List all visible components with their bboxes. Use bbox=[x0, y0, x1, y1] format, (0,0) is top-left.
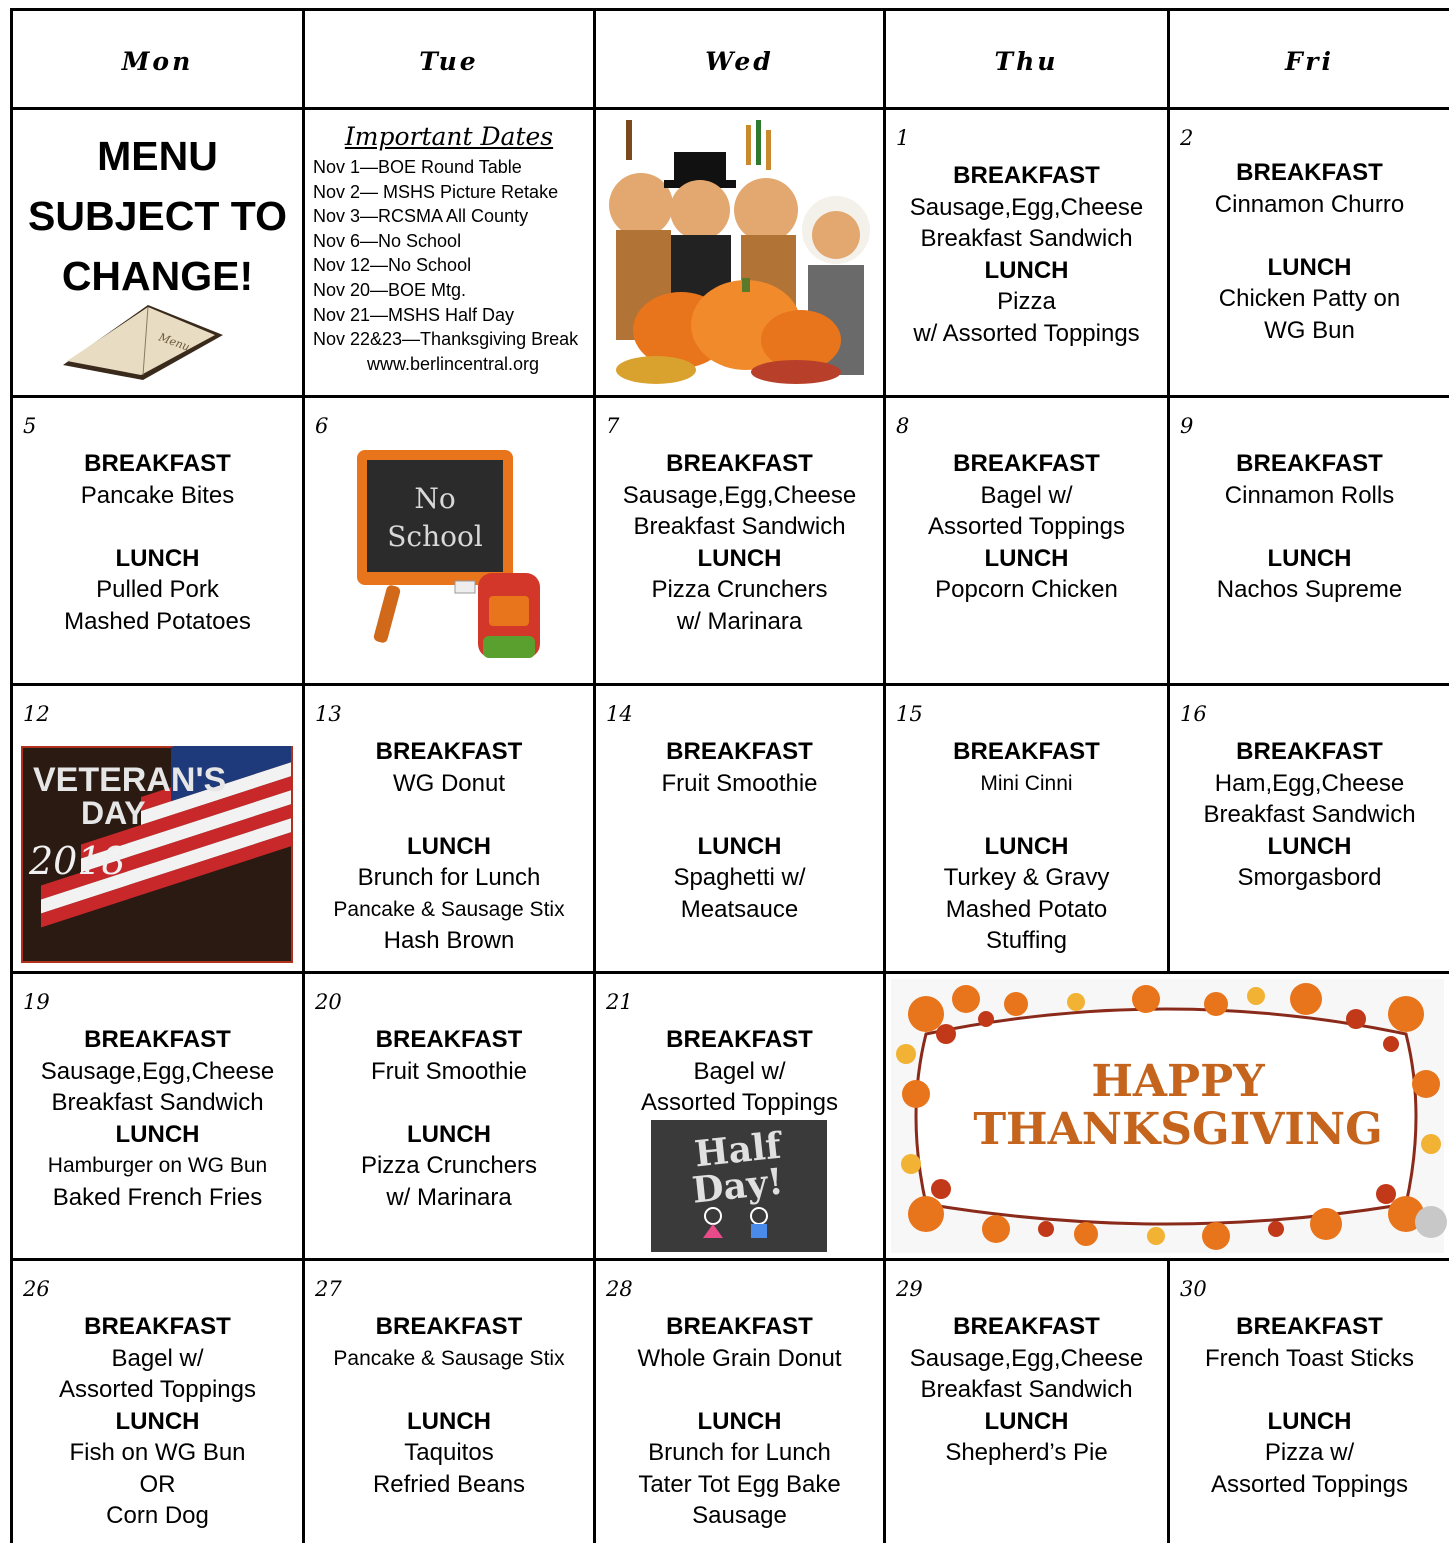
important-date-item: Nov 1—BOE Round Table bbox=[313, 157, 522, 177]
day-cell-13 bbox=[305, 686, 593, 971]
day-header-mon: Mon bbox=[121, 47, 194, 76]
lunch-heading: LUNCH bbox=[407, 1407, 491, 1435]
veterans-title: VETERAN'S bbox=[33, 761, 227, 799]
meal-item: Sausage,Egg,Cheese bbox=[40, 1057, 275, 1085]
date-number: 20 bbox=[315, 990, 342, 1014]
meal-item: Bagel w/ bbox=[693, 1057, 786, 1085]
meal-item: Fruit Smoothie bbox=[370, 1057, 528, 1085]
day-cell-29 bbox=[886, 1261, 1167, 1543]
meal-item: w/ Assorted Toppings bbox=[913, 319, 1140, 347]
pilgrims-illustration bbox=[596, 110, 883, 395]
thanksgiving-banner-cell bbox=[886, 974, 1449, 1258]
meal-item: WG Bun bbox=[1264, 316, 1355, 344]
menu-notice bbox=[13, 110, 302, 306]
day-header-thu: Thu bbox=[994, 47, 1059, 76]
spacer bbox=[1170, 1374, 1449, 1406]
breakfast-heading: BREAKFAST bbox=[666, 738, 813, 765]
date-number: 6 bbox=[315, 414, 329, 438]
breakfast-heading: BREAKFAST bbox=[953, 738, 1100, 765]
day-cell-27 bbox=[305, 1261, 593, 1543]
breakfast-heading: BREAKFAST bbox=[1236, 159, 1383, 186]
breakfast-heading: BREAKFAST bbox=[953, 450, 1100, 477]
meal-item: Assorted Toppings bbox=[1210, 1470, 1408, 1498]
meal-item: Breakfast Sandwich bbox=[633, 513, 846, 540]
meal-item: Pulled Pork bbox=[96, 576, 219, 603]
meal-list bbox=[596, 736, 883, 925]
meal-item: Shepherd’s Pie bbox=[945, 1439, 1108, 1466]
meal-item: Fruit Smoothie bbox=[661, 769, 818, 797]
day-cell-8 bbox=[886, 398, 1167, 683]
lunch-heading: LUNCH bbox=[984, 256, 1069, 284]
meal-item: Taquitos bbox=[404, 1439, 494, 1466]
spacer bbox=[305, 1374, 593, 1406]
breakfast-heading: BREAKFAST bbox=[84, 450, 231, 477]
date-number: 12 bbox=[23, 702, 50, 726]
day-cell-16 bbox=[1170, 686, 1449, 971]
breakfast-heading: BREAKFAST bbox=[375, 738, 523, 765]
meal-item: Fish on WG Bun bbox=[69, 1439, 246, 1466]
meal-list bbox=[886, 448, 1167, 606]
lunch-heading: LUNCH bbox=[115, 1407, 200, 1435]
meal-list bbox=[13, 1024, 302, 1213]
lunch-heading: LUNCH bbox=[1267, 1407, 1352, 1435]
spacer bbox=[1170, 511, 1449, 543]
important-dates-title: Important Dates bbox=[344, 122, 554, 151]
spacer bbox=[305, 799, 593, 831]
meal-item: Mini Cinni bbox=[980, 771, 1073, 795]
breakfast-heading: BREAKFAST bbox=[375, 1026, 523, 1053]
thanksgiving-text: THANKSGIVING bbox=[973, 1104, 1383, 1155]
day-header-wed: Wed bbox=[705, 47, 774, 76]
important-date-item: Nov 2— MSHS Picture Retake bbox=[313, 181, 559, 202]
meal-item: w/ Marinara bbox=[386, 1183, 512, 1211]
date-number: 2 bbox=[1180, 126, 1194, 150]
day-cell-9 bbox=[1170, 398, 1449, 683]
meal-item: Brunch for Lunch bbox=[357, 864, 541, 891]
meal-list bbox=[596, 448, 883, 637]
chalk-text: School bbox=[387, 520, 483, 553]
day-header-fri: Fri bbox=[1285, 47, 1334, 76]
date-number: 14 bbox=[606, 702, 633, 726]
meal-list bbox=[596, 1311, 883, 1532]
meal-item: Sausage,Egg,Cheese bbox=[909, 1344, 1144, 1372]
day-cell-20 bbox=[305, 974, 593, 1258]
half-day-text: Day! bbox=[690, 1160, 786, 1212]
meal-item: Breakfast Sandwich bbox=[51, 1089, 264, 1116]
breakfast-heading: BREAKFAST bbox=[1236, 738, 1383, 765]
date-number: 13 bbox=[315, 702, 342, 726]
lunch-heading: LUNCH bbox=[697, 544, 782, 572]
meal-item: Pizza Crunchers bbox=[360, 1152, 538, 1179]
date-number: 30 bbox=[1180, 1277, 1207, 1301]
breakfast-heading: BREAKFAST bbox=[953, 1313, 1100, 1340]
breakfast-heading: BREAKFAST bbox=[1236, 1313, 1383, 1340]
meal-item: Cinnamon Rolls bbox=[1224, 481, 1395, 509]
meal-list bbox=[305, 736, 593, 957]
important-date-item: Nov 12—No School bbox=[313, 255, 472, 276]
spacer bbox=[305, 1087, 593, 1119]
spacer bbox=[596, 1374, 883, 1406]
meal-item: Bagel w/ bbox=[111, 1344, 204, 1372]
lunch-heading: LUNCH bbox=[115, 1120, 200, 1148]
meal-item: Sausage,Egg,Cheese bbox=[909, 193, 1144, 221]
meal-item: OR bbox=[139, 1470, 176, 1498]
day-cell-19 bbox=[13, 974, 302, 1258]
meal-list bbox=[305, 1311, 593, 1500]
meal-item: Hash Brown bbox=[383, 927, 515, 954]
breakfast-heading: BREAKFAST bbox=[953, 162, 1100, 189]
date-number: 26 bbox=[23, 1277, 50, 1301]
day-cell-6 bbox=[305, 398, 593, 683]
meal-item: Smorgasbord bbox=[1237, 864, 1382, 891]
meal-item: Breakfast Sandwich bbox=[920, 225, 1133, 252]
lunch-heading: LUNCH bbox=[407, 832, 491, 860]
meal-item: Baked French Fries bbox=[52, 1183, 263, 1211]
day-cell-28 bbox=[596, 1261, 883, 1543]
meal-item: Assorted Toppings bbox=[640, 1089, 838, 1116]
date-number: 7 bbox=[606, 414, 620, 438]
meal-list bbox=[596, 1024, 883, 1119]
menu-notice-cell bbox=[13, 110, 302, 395]
meal-item: Hamburger on WG Bun bbox=[47, 1154, 268, 1177]
lunch-heading: LUNCH bbox=[1267, 253, 1352, 281]
date-number: 19 bbox=[23, 990, 50, 1014]
date-number: 21 bbox=[606, 990, 633, 1014]
day-cell-30 bbox=[1170, 1261, 1449, 1543]
day-cell-15 bbox=[886, 686, 1167, 971]
breakfast-heading: BREAKFAST bbox=[666, 1026, 813, 1053]
happy-text: HAPPY bbox=[1091, 1056, 1265, 1107]
day-cell-5 bbox=[13, 398, 302, 683]
date-number: 28 bbox=[606, 1277, 633, 1301]
veterans-year: 2018 bbox=[29, 839, 126, 883]
breakfast-heading: BREAKFAST bbox=[375, 1313, 523, 1340]
meal-list bbox=[1170, 448, 1449, 606]
meal-item: Pizza bbox=[997, 288, 1056, 315]
meal-item: French Toast Sticks bbox=[1205, 1344, 1414, 1372]
important-date-item: Nov 21—MSHS Half Day bbox=[313, 304, 515, 325]
veterans-title: DAY bbox=[81, 795, 146, 831]
meal-list bbox=[1170, 157, 1449, 346]
day-cell-2 bbox=[1170, 110, 1449, 395]
pilgrims-illustration-cell bbox=[596, 110, 883, 395]
menu-calendar bbox=[10, 8, 1449, 1543]
meal-list bbox=[13, 448, 302, 637]
lunch-heading: LUNCH bbox=[1267, 832, 1352, 860]
lunch-heading: LUNCH bbox=[984, 1407, 1069, 1435]
meal-item: Pancake & Sausage Stix bbox=[333, 897, 565, 921]
spacer bbox=[1170, 220, 1449, 252]
meal-item: Mashed Potatoes bbox=[64, 607, 251, 635]
day-cell-14 bbox=[596, 686, 883, 971]
meal-list bbox=[886, 1311, 1167, 1469]
spacer bbox=[886, 799, 1167, 831]
day-header-tue: Tue bbox=[419, 47, 479, 76]
booklet-label: Menu bbox=[156, 330, 192, 354]
date-number: 16 bbox=[1180, 702, 1207, 726]
date-number: 29 bbox=[896, 1277, 923, 1301]
chalk-text: No bbox=[414, 482, 456, 515]
meal-item: Breakfast Sandwich bbox=[1203, 801, 1416, 828]
breakfast-heading: BREAKFAST bbox=[84, 1313, 231, 1340]
meal-item: Refried Beans bbox=[372, 1470, 526, 1498]
lunch-heading: LUNCH bbox=[984, 832, 1069, 860]
meal-list bbox=[305, 1024, 593, 1213]
meal-item: Spaghetti w/ bbox=[673, 864, 806, 891]
day-cell-26 bbox=[13, 1261, 302, 1543]
meal-list bbox=[886, 160, 1167, 349]
date-number: 27 bbox=[315, 1277, 342, 1301]
date-number: 5 bbox=[23, 414, 37, 438]
meal-item: Brunch for Lunch bbox=[648, 1439, 831, 1466]
spacer bbox=[596, 799, 883, 831]
important-date-item: Nov 3—RCSMA All County bbox=[313, 206, 529, 227]
meal-item: Assorted Toppings bbox=[927, 513, 1125, 540]
menu-booklet-icon bbox=[53, 295, 233, 385]
happy-thanksgiving-image bbox=[886, 974, 1449, 1258]
day-cell-7 bbox=[596, 398, 883, 683]
meal-item: Pizza Crunchers bbox=[651, 576, 828, 603]
meal-item: Pizza w/ bbox=[1264, 1439, 1355, 1466]
breakfast-heading: BREAKFAST bbox=[1236, 450, 1383, 477]
half-day-chalkboard-image bbox=[651, 1120, 827, 1252]
lunch-heading: LUNCH bbox=[984, 544, 1069, 572]
breakfast-heading: BREAKFAST bbox=[666, 1313, 813, 1340]
meal-list bbox=[13, 1311, 302, 1532]
meal-item: Ham,Egg,Cheese bbox=[1214, 769, 1405, 797]
meal-item: Cinnamon Churro bbox=[1214, 190, 1405, 218]
lunch-heading: LUNCH bbox=[697, 1407, 782, 1435]
day-cell-1 bbox=[886, 110, 1167, 395]
half-day-text: Half bbox=[692, 1124, 783, 1176]
school-website-link[interactable]: www.berlincentral.org bbox=[366, 353, 540, 374]
meal-item: Whole Grain Donut bbox=[637, 1344, 842, 1372]
meal-list bbox=[1170, 1311, 1449, 1500]
date-number: 15 bbox=[896, 702, 923, 726]
lunch-heading: LUNCH bbox=[1267, 544, 1352, 572]
lunch-heading: LUNCH bbox=[115, 544, 200, 572]
lunch-heading: LUNCH bbox=[697, 832, 782, 860]
meal-item: Corn Dog bbox=[106, 1502, 209, 1529]
meal-item: Turkey & Gravy bbox=[943, 864, 1110, 891]
date-number: 8 bbox=[896, 414, 910, 438]
date-number: 9 bbox=[1180, 414, 1194, 438]
important-date-item: Nov 22&23—Thanksgiving Break bbox=[313, 329, 579, 350]
meal-item: Tater Tot Egg Bake bbox=[638, 1470, 841, 1498]
meal-item: Nachos Supreme bbox=[1216, 576, 1403, 603]
breakfast-heading: BREAKFAST bbox=[84, 1026, 231, 1053]
meal-item: Bagel w/ bbox=[980, 481, 1073, 509]
day-cell-12 bbox=[13, 686, 302, 971]
notice-line: CHANGE! bbox=[61, 253, 254, 299]
meal-item: Stuffing bbox=[986, 927, 1067, 954]
day-cell-21 bbox=[596, 974, 883, 1258]
meal-item: Chicken Patty on bbox=[1218, 285, 1401, 312]
no-school-chalkboard-icon bbox=[305, 398, 593, 683]
spacer bbox=[13, 511, 302, 543]
meal-list bbox=[886, 736, 1167, 957]
meal-item: Assorted Toppings bbox=[58, 1376, 256, 1403]
date-number: 1 bbox=[896, 126, 910, 150]
notice-line: SUBJECT TO bbox=[28, 193, 287, 239]
meal-item: Mashed Potato bbox=[945, 895, 1108, 923]
meal-item: Sausage,Egg,Cheese bbox=[622, 481, 857, 509]
notice-line: MENU bbox=[97, 133, 218, 179]
lunch-heading: LUNCH bbox=[407, 1120, 491, 1148]
important-date-item: Nov 20—BOE Mtg. bbox=[313, 279, 467, 300]
meal-item: w/ Marinara bbox=[676, 607, 803, 635]
meal-item: Pancake & Sausage Stix bbox=[333, 1346, 565, 1370]
important-dates-cell bbox=[305, 110, 593, 395]
veterans-day-flag-image bbox=[21, 746, 293, 963]
meal-item: Popcorn Chicken bbox=[935, 576, 1118, 603]
important-date-item: Nov 6—No School bbox=[313, 230, 462, 251]
expand-icon[interactable] bbox=[1415, 1206, 1447, 1238]
meal-list bbox=[1170, 736, 1449, 894]
meal-item: Meatsauce bbox=[680, 895, 799, 923]
meal-item: Pancake Bites bbox=[80, 481, 235, 509]
meal-item: Sausage bbox=[692, 1502, 787, 1529]
meal-item: Breakfast Sandwich bbox=[920, 1376, 1133, 1403]
breakfast-heading: BREAKFAST bbox=[666, 450, 813, 477]
meal-item: WG Donut bbox=[392, 769, 506, 797]
important-dates-list bbox=[305, 155, 593, 376]
